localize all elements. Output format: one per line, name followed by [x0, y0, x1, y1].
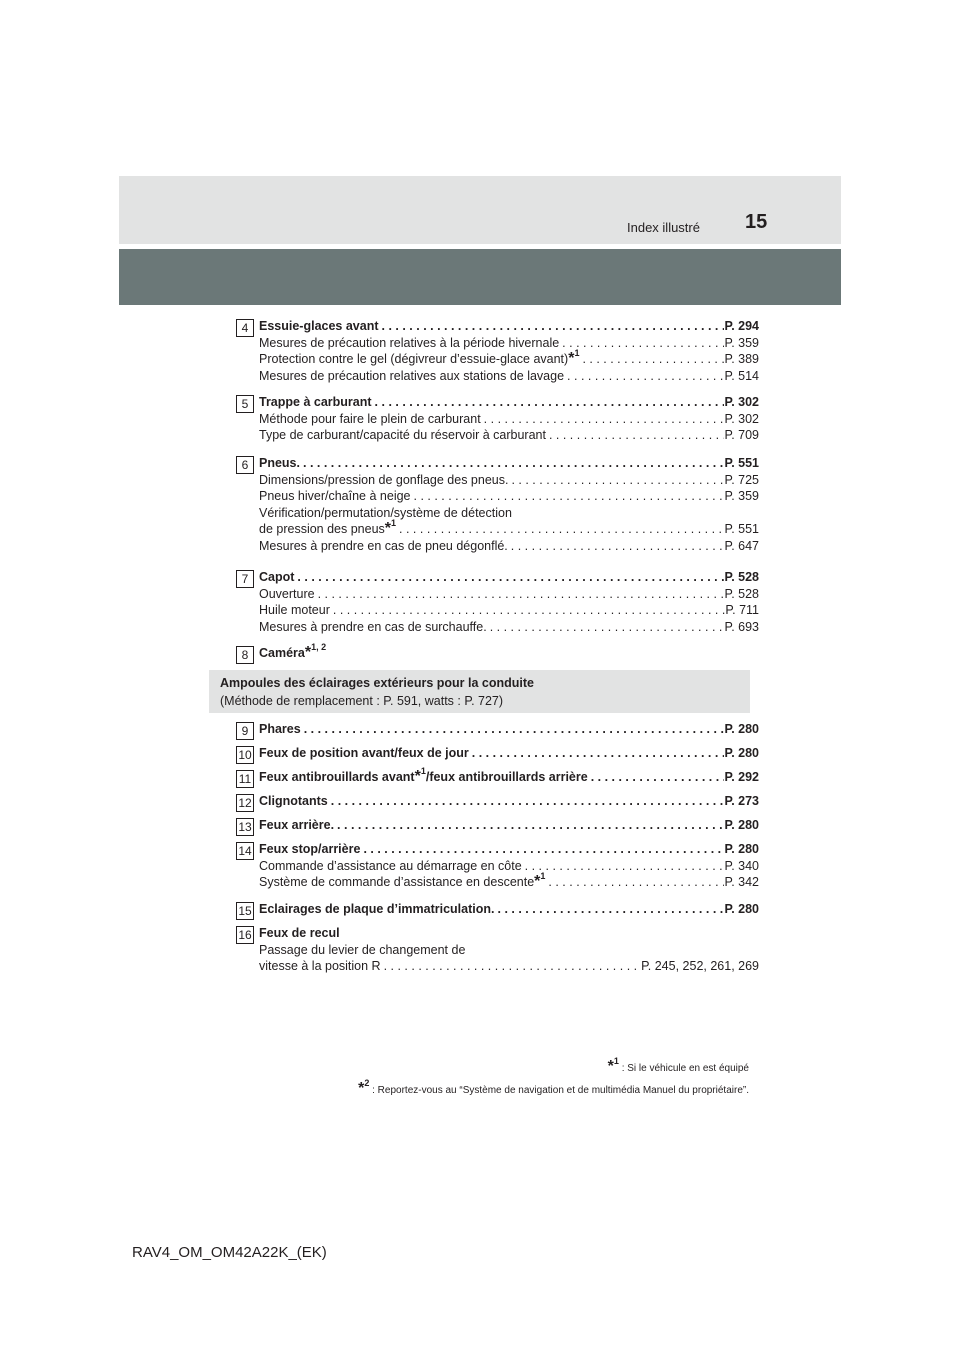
entry-label: Passage du levier de changement de	[259, 942, 466, 957]
leader-dots	[294, 569, 724, 586]
index-heading	[259, 394, 759, 411]
item-number-badge: 10	[236, 746, 254, 764]
header-bar	[119, 249, 841, 305]
leader-dots	[495, 901, 725, 918]
footnote-1: *$^1$ : Si le véhicule en est équipé	[607, 1056, 749, 1075]
index-heading	[259, 642, 759, 662]
page-reference: P. 389	[724, 352, 759, 366]
index-entry	[259, 858, 759, 875]
leader-dots	[360, 841, 724, 858]
entry-label: Phares	[259, 722, 301, 736]
index-section-9	[236, 721, 759, 738]
page-reference: P. 551	[724, 522, 759, 536]
leader-dots	[328, 793, 725, 810]
index-entry	[259, 942, 759, 959]
index-entry	[259, 411, 759, 428]
entry-label: Système de commande d’assistance en descente*$^1$	[259, 871, 546, 890]
item-number-badge: 11	[236, 770, 254, 788]
entry-label: Feux de recul	[259, 926, 340, 940]
section-title: Index illustré	[627, 220, 700, 235]
entry-label: Mesures de précaution relatives à la période hivernale	[259, 335, 560, 350]
page-reference: P. 294	[724, 319, 759, 333]
leader-dots	[487, 619, 725, 636]
index-entry	[259, 335, 759, 352]
item-number-badge: 14	[236, 842, 254, 860]
page-reference: P. 292	[724, 770, 759, 784]
entry-label: Dimensions/pression de gonflage des pneus.	[259, 472, 509, 487]
index-heading	[259, 721, 759, 738]
index-heading	[259, 569, 759, 586]
entry-label: Mesures à prendre en cas de surchauffe.	[259, 619, 487, 634]
index-entry	[259, 619, 759, 636]
item-number-badge: 5	[236, 395, 254, 413]
index-section-4	[236, 318, 759, 384]
index-section-10	[236, 745, 759, 762]
index-section-12	[236, 793, 759, 810]
entry-label: Eclairages de plaque d’immatriculation.	[259, 902, 495, 916]
entry-label: Feux de position avant/feux de jour	[259, 746, 469, 760]
page-reference: P. 302	[724, 411, 759, 426]
page-reference: P. 725	[724, 472, 759, 487]
leader-dots	[300, 455, 724, 472]
leader-dots	[381, 958, 641, 975]
leader-dots	[396, 521, 724, 538]
item-number-badge: 9	[236, 722, 254, 740]
index-section-5	[236, 394, 759, 444]
entry-label: Caméra*$^{1, 2}$	[259, 642, 327, 661]
index-entry	[259, 871, 759, 891]
entry-label: Pneus hiver/chaîne à neige	[259, 489, 411, 503]
entry-label: Capot	[259, 570, 295, 584]
page-reference: P. 280	[724, 842, 759, 856]
entry-label: de pression des pneus*$^1$	[259, 518, 397, 537]
index-entry	[259, 538, 759, 555]
leader-dots	[559, 335, 724, 352]
leader-dots	[301, 721, 725, 738]
page-reference: P. 551	[724, 456, 759, 470]
item-number-badge: 12	[236, 794, 254, 812]
leader-dots	[481, 411, 725, 428]
entry-label: vitesse à la position R	[259, 959, 381, 973]
index-section-6	[236, 455, 759, 554]
item-number-badge: 4	[236, 319, 254, 337]
leader-dots	[579, 351, 724, 368]
page-reference: P. 245, 252, 261, 269	[641, 959, 759, 973]
index-entry	[259, 368, 759, 385]
leader-dots	[545, 874, 724, 891]
entry-label: Vérification/permutation/système de détection	[259, 505, 512, 520]
page-reference: P. 273	[724, 794, 759, 808]
lamp-box-subtitle: (Méthode de remplacement : P. 591, watts : P. 727)	[220, 694, 504, 708]
entry-label: Feux stop/arrière	[259, 842, 361, 856]
index-entry	[259, 505, 759, 522]
item-number-badge: 6	[236, 456, 254, 474]
item-number-badge: 16	[236, 926, 254, 944]
page-reference: P. 693	[724, 619, 759, 634]
page-reference: P. 514	[724, 368, 759, 383]
leader-dots	[372, 394, 725, 411]
entry-label: Feux arrière.	[259, 818, 335, 832]
index-entry	[259, 348, 759, 368]
leader-dots	[508, 472, 724, 489]
item-number-badge: 13	[236, 818, 254, 836]
page-reference: P. 342	[724, 875, 759, 889]
entry-label: Protection contre le gel (dégivreur d’essuie-glace avant)*$^1$	[259, 348, 580, 367]
page-reference: P. 709	[724, 428, 759, 442]
entry-label: Pneus.	[259, 456, 300, 470]
page-reference: P. 359	[724, 489, 759, 503]
page-reference: P. 711	[725, 603, 759, 617]
page-reference: P. 302	[724, 395, 759, 409]
page-reference: P. 340	[724, 858, 759, 873]
index-heading	[259, 318, 759, 335]
page-reference: P. 528	[724, 586, 759, 601]
index-entry	[259, 602, 759, 619]
entry-label: Type de carburant/capacité du réservoir à carburant	[259, 428, 546, 442]
index-entry	[259, 518, 759, 538]
leader-dots	[411, 488, 725, 505]
index-entry	[259, 958, 759, 975]
page-reference: P. 359	[724, 335, 759, 350]
entry-label: Méthode pour faire le plein de carburant	[259, 411, 481, 426]
lamp-info-box	[209, 670, 750, 713]
index-heading	[259, 817, 759, 834]
page-reference: P. 528	[724, 570, 759, 584]
index-section-15	[236, 901, 759, 918]
index-entry	[259, 472, 759, 489]
footnote-2: *$^2$ : Reportez-vous au “Système de navigation et de multimédia Manuel du propriétaire”.	[358, 1078, 749, 1097]
leader-dots	[469, 745, 725, 762]
page-reference: P. 280	[724, 902, 759, 916]
entry-label: Clignotants	[259, 794, 328, 808]
leader-dots	[588, 769, 725, 786]
index-section-14	[236, 841, 759, 891]
entry-label: Mesures de précaution relatives aux stations de lavage	[259, 368, 565, 383]
leader-dots	[379, 318, 725, 335]
leader-dots	[334, 817, 724, 834]
entry-label: Huile moteur	[259, 603, 330, 617]
item-number-badge: 8	[236, 646, 254, 664]
page-reference: P. 647	[724, 538, 759, 553]
index-entry	[259, 586, 759, 603]
entry-label: Commande d’assistance au démarrage en côte	[259, 858, 522, 873]
item-number-badge: 15	[236, 902, 254, 920]
leader-dots	[522, 858, 725, 875]
index-entry	[259, 488, 759, 505]
leader-dots	[508, 538, 725, 555]
page-number: 15	[745, 211, 768, 233]
index-heading	[259, 925, 759, 942]
document-code: RAV4_OM_OM42A22K_(EK)	[132, 1244, 327, 1261]
index-section-7	[236, 569, 759, 635]
lamp-box-title: Ampoules des éclairages extérieurs pour la conduite	[220, 676, 534, 690]
leader-dots	[546, 427, 725, 444]
leader-dots	[330, 602, 726, 619]
leader-dots	[564, 368, 724, 385]
header-band	[119, 176, 841, 244]
index-section-13	[236, 817, 759, 834]
entry-label: Mesures à prendre en cas de pneu dégonflé.	[259, 538, 508, 553]
index-section-16	[236, 925, 759, 975]
index-heading	[259, 841, 759, 858]
index-heading	[259, 901, 759, 918]
page-reference: P. 280	[724, 746, 759, 760]
page-reference: P. 280	[724, 722, 759, 736]
index-heading	[259, 745, 759, 762]
index-entry	[259, 427, 759, 444]
index-section-8	[236, 642, 759, 662]
entry-label: Ouverture	[259, 586, 315, 601]
index-heading	[259, 766, 759, 786]
entry-label: Feux antibrouillards avant*$^1$/feux antibrouillards arrière	[259, 766, 588, 785]
entry-label: Essuie-glaces avant	[259, 319, 379, 333]
index-heading	[259, 455, 759, 472]
index-heading	[259, 793, 759, 810]
leader-dots	[315, 586, 725, 603]
page-reference: P. 280	[724, 818, 759, 832]
entry-label: Trappe à carburant	[259, 395, 372, 409]
item-number-badge: 7	[236, 570, 254, 588]
index-section-11	[236, 766, 759, 786]
